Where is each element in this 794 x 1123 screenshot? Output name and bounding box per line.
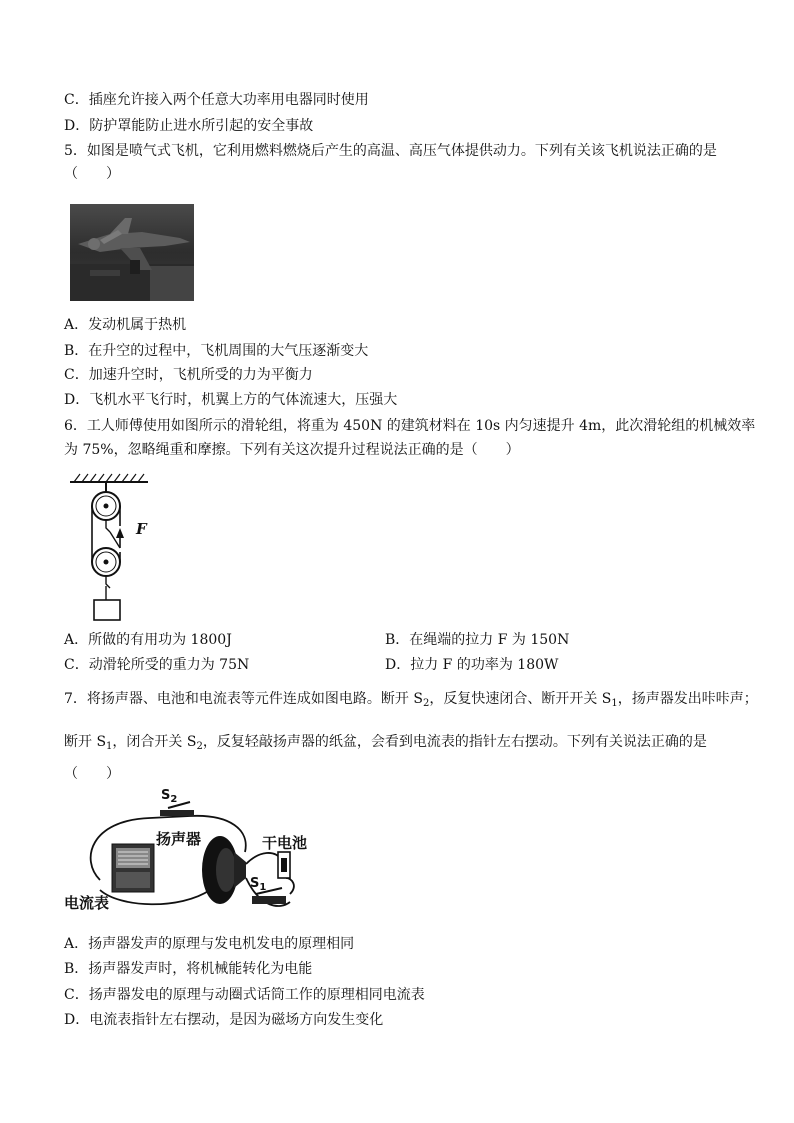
subscript-1: 1: [106, 741, 113, 752]
battery-label: 干电池: [262, 834, 308, 852]
q7-option-d: D．电流表指针左右摆动，是因为磁场方向发生变化: [64, 1012, 384, 1028]
speaker-circuit-diagram: [60, 790, 320, 920]
q7-stem-line1: [64, 689, 758, 709]
q7-stem-part: ，反复轻敲扬声器的纸盆，会看到电流表的指针左右摆动。下列有关说法正确的是: [202, 734, 707, 750]
subscript-2: 2: [422, 698, 430, 709]
q5-option-d: D．飞机水平飞行时，机翼上方的气体流速大，压强大: [64, 392, 398, 408]
q7-stem-part: ，反复快速闭合、断开开关 S: [429, 691, 612, 707]
subscript-2: 2: [196, 741, 203, 752]
q6-stem-line1: 6．工人师傅使用如图所示的滑轮组，将重为 450N 的建筑材料在 10s 内匀速提升 4m，此次滑轮组的机械效率: [64, 418, 756, 434]
jet-aircraft-photo: [70, 204, 194, 301]
q7-blank: （ ）: [64, 766, 120, 782]
pulley-system-diagram: [66, 466, 162, 626]
q6-option-d: D．拉力 F 的功率为 180W: [385, 657, 559, 673]
q7-stem-line2: [64, 732, 707, 752]
speaker-label: 扬声器: [156, 830, 202, 848]
q6-option-a: A．所做的有用功为 1800J: [64, 632, 232, 648]
q6-option-c: C．动滑轮所受的重力为 75N: [64, 657, 250, 673]
switch-s1-subscript: 1: [259, 882, 267, 893]
switch-s2-subscript: 2: [170, 794, 178, 805]
q6-option-b: B．在绳端的拉力 F 为 150N: [385, 632, 570, 648]
q5-option-c: C．加速升空时，飞机所受的力为平衡力: [64, 367, 313, 383]
q5-blank: （ ）: [64, 166, 120, 182]
q7-stem-part: ，闭合开关 S: [112, 734, 197, 750]
q7-stem-part: 7．将扬声器、电池和电流表等元件连成如图电路。断开 S: [64, 691, 423, 707]
q5-stem: 5．如图是喷气式飞机，它利用燃料燃烧后产生的高温、高压气体提供动力。下列有关该飞机说法正确的是: [64, 143, 717, 159]
switch-s2-label: [161, 788, 177, 803]
q4-option-c: C．插座允许接入两个任意大功率用电器同时使用: [64, 92, 369, 108]
subscript-1: 1: [611, 698, 618, 709]
q7-option-c: C．扬声器发电的原理与动圈式话筒工作的原理相同电流表: [64, 987, 425, 1003]
q5-option-b: B．在升空的过程中，飞机周围的大气压逐渐变大: [64, 343, 369, 359]
switch-s2-letter: S: [161, 788, 171, 803]
q7-option-b: B．扬声器发声时，将机械能转化为电能: [64, 961, 313, 977]
ammeter-label: 电流表: [64, 894, 110, 912]
q5-option-a: A．发动机属于热机: [64, 317, 187, 333]
switch-s1-letter: S: [250, 876, 260, 891]
q7-stem-part: ，扬声器发出咔咔声；: [617, 691, 758, 707]
q4-option-d: D．防护罩能防止进水所引起的安全事故: [64, 118, 314, 134]
q6-stem-line2: 为 75%，忽略绳重和摩擦。下列有关这次提升过程说法正确的是（ ）: [64, 442, 520, 458]
q7-stem-part: 断开 S: [64, 734, 107, 750]
switch-s1-label: [250, 876, 266, 891]
q7-option-a: A．扬声器发声的原理与发电机发电的原理相同: [64, 936, 355, 952]
force-label-f: F: [136, 520, 147, 538]
